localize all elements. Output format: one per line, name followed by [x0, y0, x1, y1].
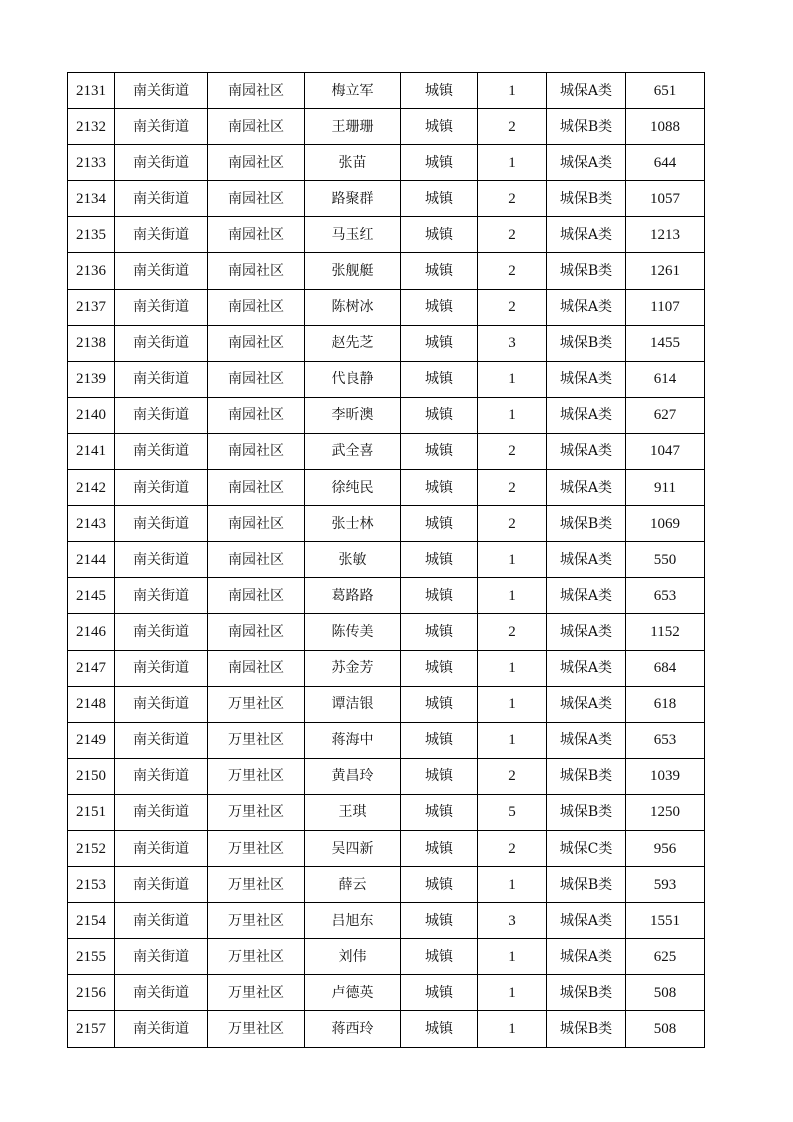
person-name-cell: 刘伟 — [305, 939, 401, 975]
street-cell: 南关街道 — [115, 1011, 208, 1047]
amount-cell: 1551 — [626, 903, 705, 939]
community-cell: 南园社区 — [208, 397, 305, 433]
category-cell: 城保A类 — [547, 397, 626, 433]
person-name-cell: 陈树冰 — [305, 289, 401, 325]
person-name-cell: 蒋海中 — [305, 722, 401, 758]
street-cell: 南关街道 — [115, 506, 208, 542]
household-count-cell: 1 — [478, 867, 547, 903]
row-id-cell: 2134 — [68, 181, 115, 217]
row-id-cell: 2139 — [68, 361, 115, 397]
row-id-cell: 2144 — [68, 542, 115, 578]
amount-cell: 508 — [626, 1011, 705, 1047]
street-cell: 南关街道 — [115, 939, 208, 975]
category-cell: 城保B类 — [547, 253, 626, 289]
street-cell: 南关街道 — [115, 181, 208, 217]
person-name-cell: 李昕澳 — [305, 397, 401, 433]
area-type-cell: 城镇 — [401, 758, 478, 794]
community-cell: 南园社区 — [208, 470, 305, 506]
community-cell: 万里社区 — [208, 939, 305, 975]
street-cell: 南关街道 — [115, 289, 208, 325]
category-cell: 城保B类 — [547, 867, 626, 903]
household-count-cell: 1 — [478, 939, 547, 975]
community-cell: 南园社区 — [208, 217, 305, 253]
amount-cell: 644 — [626, 145, 705, 181]
row-id-cell: 2154 — [68, 903, 115, 939]
area-type-cell: 城镇 — [401, 73, 478, 109]
table-row — [68, 73, 705, 109]
household-count-cell: 1 — [478, 361, 547, 397]
category-cell: 城保A类 — [547, 361, 626, 397]
table-row — [68, 109, 705, 145]
table-row — [68, 361, 705, 397]
household-count-cell: 2 — [478, 506, 547, 542]
household-count-cell: 1 — [478, 542, 547, 578]
household-count-cell: 1 — [478, 1011, 547, 1047]
street-cell: 南关街道 — [115, 361, 208, 397]
category-cell: 城保B类 — [547, 109, 626, 145]
amount-cell: 1057 — [626, 181, 705, 217]
table-row — [68, 903, 705, 939]
table-row — [68, 433, 705, 469]
category-cell: 城保A类 — [547, 722, 626, 758]
street-cell: 南关街道 — [115, 397, 208, 433]
area-type-cell: 城镇 — [401, 794, 478, 830]
row-id-cell: 2146 — [68, 614, 115, 650]
street-cell: 南关街道 — [115, 578, 208, 614]
street-cell: 南关街道 — [115, 867, 208, 903]
household-count-cell: 2 — [478, 758, 547, 794]
category-cell: 城保B类 — [547, 1011, 626, 1047]
row-id-cell: 2155 — [68, 939, 115, 975]
area-type-cell: 城镇 — [401, 975, 478, 1011]
category-cell: 城保B类 — [547, 325, 626, 361]
community-cell: 南园社区 — [208, 361, 305, 397]
household-count-cell: 1 — [478, 145, 547, 181]
amount-cell: 627 — [626, 397, 705, 433]
area-type-cell: 城镇 — [401, 614, 478, 650]
community-cell: 万里社区 — [208, 903, 305, 939]
amount-cell: 1069 — [626, 506, 705, 542]
table-row — [68, 830, 705, 866]
table-row — [68, 397, 705, 433]
street-cell: 南关街道 — [115, 109, 208, 145]
household-count-cell: 1 — [478, 397, 547, 433]
row-id-cell: 2153 — [68, 867, 115, 903]
amount-cell: 593 — [626, 867, 705, 903]
person-name-cell: 卢德英 — [305, 975, 401, 1011]
area-type-cell: 城镇 — [401, 470, 478, 506]
household-count-cell: 2 — [478, 289, 547, 325]
assistance-roster-table — [67, 72, 705, 1048]
category-cell: 城保A类 — [547, 289, 626, 325]
amount-cell: 625 — [626, 939, 705, 975]
amount-cell: 1261 — [626, 253, 705, 289]
person-name-cell: 武全喜 — [305, 433, 401, 469]
household-count-cell: 2 — [478, 109, 547, 145]
street-cell: 南关街道 — [115, 794, 208, 830]
area-type-cell: 城镇 — [401, 109, 478, 145]
person-name-cell: 王珊珊 — [305, 109, 401, 145]
table-row — [68, 217, 705, 253]
amount-cell: 1250 — [626, 794, 705, 830]
person-name-cell: 黄昌玲 — [305, 758, 401, 794]
household-count-cell: 1 — [478, 73, 547, 109]
area-type-cell: 城镇 — [401, 361, 478, 397]
row-id-cell: 2141 — [68, 433, 115, 469]
category-cell: 城保A类 — [547, 686, 626, 722]
category-cell: 城保A类 — [547, 542, 626, 578]
street-cell: 南关街道 — [115, 722, 208, 758]
person-name-cell: 蒋西玲 — [305, 1011, 401, 1047]
household-count-cell: 2 — [478, 433, 547, 469]
person-name-cell: 代良静 — [305, 361, 401, 397]
household-count-cell: 2 — [478, 830, 547, 866]
community-cell: 南园社区 — [208, 181, 305, 217]
household-count-cell: 1 — [478, 650, 547, 686]
table-row — [68, 325, 705, 361]
row-id-cell: 2149 — [68, 722, 115, 758]
household-count-cell: 3 — [478, 903, 547, 939]
household-count-cell: 1 — [478, 722, 547, 758]
area-type-cell: 城镇 — [401, 830, 478, 866]
row-id-cell: 2156 — [68, 975, 115, 1011]
table-row — [68, 253, 705, 289]
community-cell: 南园社区 — [208, 433, 305, 469]
area-type-cell: 城镇 — [401, 325, 478, 361]
amount-cell: 1088 — [626, 109, 705, 145]
row-id-cell: 2137 — [68, 289, 115, 325]
row-id-cell: 2138 — [68, 325, 115, 361]
table-row — [68, 614, 705, 650]
person-name-cell: 张敏 — [305, 542, 401, 578]
amount-cell: 653 — [626, 722, 705, 758]
household-count-cell: 2 — [478, 470, 547, 506]
area-type-cell: 城镇 — [401, 253, 478, 289]
community-cell: 南园社区 — [208, 145, 305, 181]
row-id-cell: 2140 — [68, 397, 115, 433]
person-name-cell: 吴四新 — [305, 830, 401, 866]
category-cell: 城保A类 — [547, 903, 626, 939]
household-count-cell: 2 — [478, 253, 547, 289]
community-cell: 南园社区 — [208, 289, 305, 325]
area-type-cell: 城镇 — [401, 686, 478, 722]
row-id-cell: 2143 — [68, 506, 115, 542]
amount-cell: 550 — [626, 542, 705, 578]
table-row — [68, 686, 705, 722]
table-row — [68, 867, 705, 903]
person-name-cell: 葛路路 — [305, 578, 401, 614]
area-type-cell: 城镇 — [401, 650, 478, 686]
community-cell: 万里社区 — [208, 686, 305, 722]
community-cell: 万里社区 — [208, 867, 305, 903]
row-id-cell: 2152 — [68, 830, 115, 866]
community-cell: 万里社区 — [208, 722, 305, 758]
street-cell: 南关街道 — [115, 614, 208, 650]
amount-cell: 618 — [626, 686, 705, 722]
amount-cell: 1047 — [626, 433, 705, 469]
street-cell: 南关街道 — [115, 758, 208, 794]
person-name-cell: 张士林 — [305, 506, 401, 542]
household-count-cell: 1 — [478, 686, 547, 722]
person-name-cell: 谭洁银 — [305, 686, 401, 722]
area-type-cell: 城镇 — [401, 722, 478, 758]
row-id-cell: 2147 — [68, 650, 115, 686]
amount-cell: 1152 — [626, 614, 705, 650]
area-type-cell: 城镇 — [401, 506, 478, 542]
amount-cell: 653 — [626, 578, 705, 614]
category-cell: 城保A类 — [547, 433, 626, 469]
category-cell: 城保B类 — [547, 975, 626, 1011]
person-name-cell: 马玉红 — [305, 217, 401, 253]
table-row — [68, 722, 705, 758]
street-cell: 南关街道 — [115, 470, 208, 506]
amount-cell: 614 — [626, 361, 705, 397]
community-cell: 万里社区 — [208, 794, 305, 830]
area-type-cell: 城镇 — [401, 542, 478, 578]
community-cell: 万里社区 — [208, 975, 305, 1011]
table-row — [68, 975, 705, 1011]
category-cell: 城保A类 — [547, 614, 626, 650]
amount-cell: 508 — [626, 975, 705, 1011]
category-cell: 城保A类 — [547, 145, 626, 181]
person-name-cell: 苏金芳 — [305, 650, 401, 686]
person-name-cell: 陈传美 — [305, 614, 401, 650]
row-id-cell: 2157 — [68, 1011, 115, 1047]
row-id-cell: 2133 — [68, 145, 115, 181]
category-cell: 城保A类 — [547, 939, 626, 975]
household-count-cell: 3 — [478, 325, 547, 361]
community-cell: 南园社区 — [208, 578, 305, 614]
area-type-cell: 城镇 — [401, 181, 478, 217]
row-id-cell: 2131 — [68, 73, 115, 109]
area-type-cell: 城镇 — [401, 217, 478, 253]
amount-cell: 1213 — [626, 217, 705, 253]
category-cell: 城保B类 — [547, 506, 626, 542]
category-cell: 城保A类 — [547, 73, 626, 109]
category-cell: 城保B类 — [547, 794, 626, 830]
street-cell: 南关街道 — [115, 145, 208, 181]
person-name-cell: 王琪 — [305, 794, 401, 830]
person-name-cell: 梅立军 — [305, 73, 401, 109]
row-id-cell: 2150 — [68, 758, 115, 794]
category-cell: 城保A类 — [547, 217, 626, 253]
table-row — [68, 650, 705, 686]
table-body — [68, 73, 705, 1048]
amount-cell: 1455 — [626, 325, 705, 361]
community-cell: 南园社区 — [208, 614, 305, 650]
community-cell: 南园社区 — [208, 650, 305, 686]
street-cell: 南关街道 — [115, 686, 208, 722]
community-cell: 南园社区 — [208, 325, 305, 361]
street-cell: 南关街道 — [115, 73, 208, 109]
amount-cell: 651 — [626, 73, 705, 109]
person-name-cell: 薛云 — [305, 867, 401, 903]
street-cell: 南关街道 — [115, 903, 208, 939]
community-cell: 万里社区 — [208, 1011, 305, 1047]
street-cell: 南关街道 — [115, 542, 208, 578]
street-cell: 南关街道 — [115, 433, 208, 469]
row-id-cell: 2132 — [68, 109, 115, 145]
person-name-cell: 张舰艇 — [305, 253, 401, 289]
category-cell: 城保A类 — [547, 578, 626, 614]
community-cell: 南园社区 — [208, 506, 305, 542]
table-row — [68, 181, 705, 217]
row-id-cell: 2145 — [68, 578, 115, 614]
table-row — [68, 145, 705, 181]
row-id-cell: 2142 — [68, 470, 115, 506]
street-cell: 南关街道 — [115, 325, 208, 361]
street-cell: 南关街道 — [115, 650, 208, 686]
area-type-cell: 城镇 — [401, 867, 478, 903]
street-cell: 南关街道 — [115, 253, 208, 289]
community-cell: 万里社区 — [208, 758, 305, 794]
amount-cell: 956 — [626, 830, 705, 866]
community-cell: 万里社区 — [208, 830, 305, 866]
table-row — [68, 470, 705, 506]
category-cell: 城保C类 — [547, 830, 626, 866]
category-cell: 城保A类 — [547, 650, 626, 686]
category-cell: 城保B类 — [547, 758, 626, 794]
street-cell: 南关街道 — [115, 217, 208, 253]
community-cell: 南园社区 — [208, 73, 305, 109]
row-id-cell: 2136 — [68, 253, 115, 289]
community-cell: 南园社区 — [208, 109, 305, 145]
category-cell: 城保B类 — [547, 181, 626, 217]
community-cell: 南园社区 — [208, 542, 305, 578]
street-cell: 南关街道 — [115, 975, 208, 1011]
area-type-cell: 城镇 — [401, 939, 478, 975]
area-type-cell: 城镇 — [401, 903, 478, 939]
household-count-cell: 1 — [478, 578, 547, 614]
table-row — [68, 542, 705, 578]
household-count-cell: 1 — [478, 975, 547, 1011]
amount-cell: 1107 — [626, 289, 705, 325]
table-row — [68, 289, 705, 325]
table-row — [68, 1011, 705, 1047]
person-name-cell: 吕旭东 — [305, 903, 401, 939]
person-name-cell: 徐纯民 — [305, 470, 401, 506]
row-id-cell: 2148 — [68, 686, 115, 722]
person-name-cell: 赵先芝 — [305, 325, 401, 361]
table-row — [68, 758, 705, 794]
table-row — [68, 794, 705, 830]
area-type-cell: 城镇 — [401, 289, 478, 325]
category-cell: 城保A类 — [547, 470, 626, 506]
amount-cell: 1039 — [626, 758, 705, 794]
community-cell: 南园社区 — [208, 253, 305, 289]
person-name-cell: 张苗 — [305, 145, 401, 181]
amount-cell: 684 — [626, 650, 705, 686]
area-type-cell: 城镇 — [401, 578, 478, 614]
area-type-cell: 城镇 — [401, 145, 478, 181]
household-count-cell: 2 — [478, 217, 547, 253]
area-type-cell: 城镇 — [401, 1011, 478, 1047]
area-type-cell: 城镇 — [401, 397, 478, 433]
amount-cell: 911 — [626, 470, 705, 506]
row-id-cell: 2135 — [68, 217, 115, 253]
table-row — [68, 506, 705, 542]
street-cell: 南关街道 — [115, 830, 208, 866]
table-row — [68, 578, 705, 614]
household-count-cell: 2 — [478, 181, 547, 217]
row-id-cell: 2151 — [68, 794, 115, 830]
person-name-cell: 路聚群 — [305, 181, 401, 217]
household-count-cell: 2 — [478, 614, 547, 650]
area-type-cell: 城镇 — [401, 433, 478, 469]
household-count-cell: 5 — [478, 794, 547, 830]
table-row — [68, 939, 705, 975]
